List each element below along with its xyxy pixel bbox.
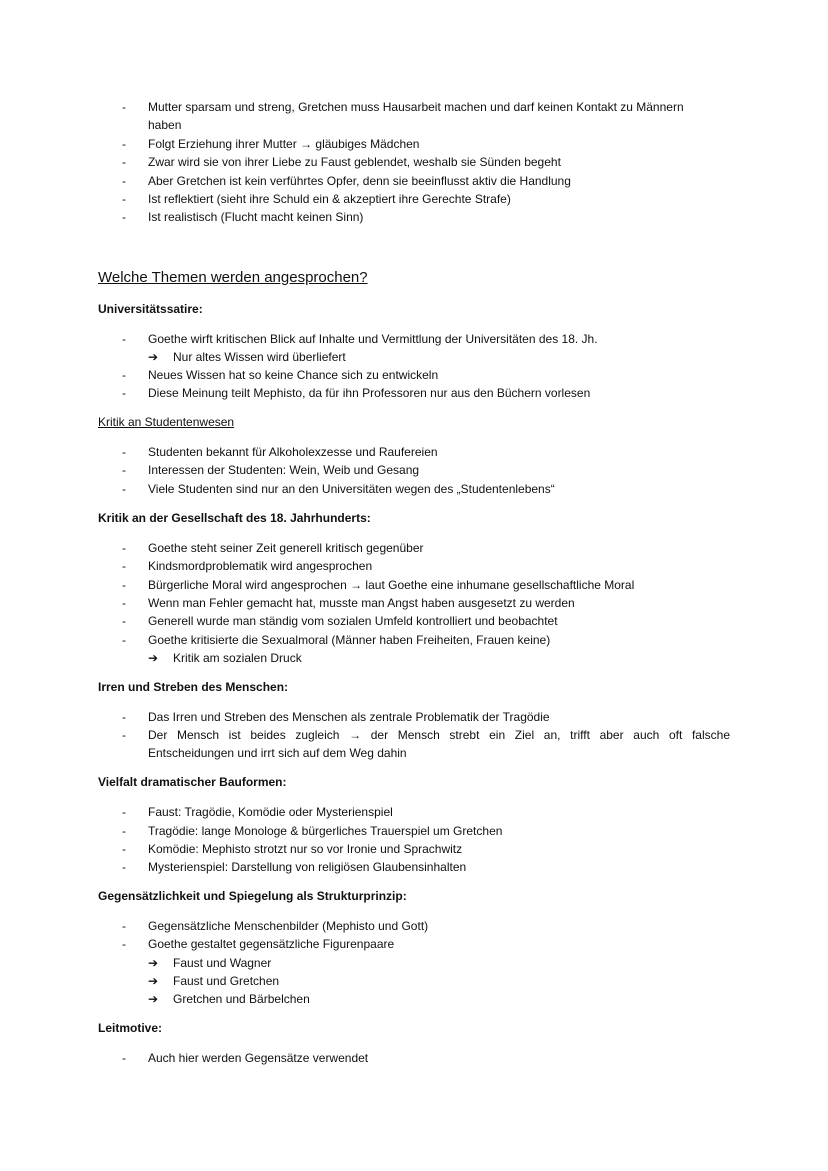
bullet-dash: - <box>122 210 126 224</box>
bullet-dash: - <box>122 100 126 114</box>
list-item-text: Neues Wissen hat so keine Chance sich zu entwickeln <box>148 368 439 382</box>
list-item-text: Bürgerliche Moral wird angesprochen → laut Goethe eine inhumane gesellschaftliche Moral <box>148 578 635 592</box>
sub-list-item-text: Gretchen und Bärbelchen <box>173 992 310 1006</box>
list-item-text: Goethe steht seiner Zeit generell kritisch gegenüber <box>148 541 424 555</box>
list-item-text: Goethe wirft kritischen Blick auf Inhalte und Vermittlung der Universitäten des 18. Jh. <box>148 332 598 346</box>
bullet-dash: - <box>122 633 126 647</box>
bullet-dash: - <box>122 578 126 592</box>
sub-list-item-text: Nur altes Wissen wird überliefert <box>173 350 346 364</box>
list-item-text: Goethe kritisierte die Sexualmoral (Männer haben Freiheiten, Frauen keine) <box>148 633 551 647</box>
main-heading: Welche Themen werden angesprochen? <box>98 269 368 286</box>
list-item-text: Komödie: Mephisto strotzt nur so vor Ironie und Sprachwitz <box>148 842 463 856</box>
list-item-text: Folgt Erziehung ihrer Mutter → gläubiges Mädchen <box>148 137 420 151</box>
section-title: Kritik an der Gesellschaft des 18. Jahrhunderts: <box>98 511 371 525</box>
list-item-text: Tragödie: lange Monologe & bürgerliches Trauerspiel um Gretchen <box>148 824 503 838</box>
arrow-icon: ➔ <box>148 350 159 364</box>
list-item-text: Kindsmordproblematik wird angesprochen <box>148 559 373 573</box>
section-title: Leitmotive: <box>98 1021 163 1035</box>
bullet-dash: - <box>122 614 126 628</box>
list-item-text: Gegensätzliche Menschenbilder (Mephisto und Gott) <box>148 919 429 933</box>
bullet-dash: - <box>122 728 126 742</box>
list-item-text: Mysterienspiel: Darstellung von religiösen Glaubensinhalten <box>148 860 467 874</box>
list-item-text: Auch hier werden Gegensätze verwendet <box>148 1051 369 1065</box>
section-title: Vielfalt dramatischer Bauformen: <box>98 775 287 789</box>
bullet-dash: - <box>122 482 126 496</box>
bullet-dash: - <box>122 559 126 573</box>
arrow-icon: ➔ <box>148 651 159 665</box>
bullet-dash: - <box>122 937 126 951</box>
list-item-text: Das Irren und Streben des Menschen als zentrale Problematik der Tragödie <box>148 710 550 724</box>
bullet-dash: - <box>122 1051 126 1065</box>
bullet-dash: - <box>122 368 126 382</box>
list-item-text: Entscheidungen und irrt sich auf dem Weg dahin <box>148 746 407 760</box>
bullet-dash: - <box>122 174 126 188</box>
list-item-text: Zwar wird sie von ihrer Liebe zu Faust geblendet, weshalb sie Sünden begeht <box>148 155 561 169</box>
bullet-dash: - <box>122 919 126 933</box>
list-item-text: haben <box>148 118 182 132</box>
bullet-dash: - <box>122 445 126 459</box>
bullet-dash: - <box>122 860 126 874</box>
list-item-text: Goethe gestaltet gegensätzliche Figurenpaare <box>148 937 395 951</box>
list-item-text: Faust: Tragödie, Komödie oder Mysterienspiel <box>148 805 393 819</box>
sub-list-item-text: Faust und Gretchen <box>173 974 280 988</box>
list-item-text: Aber Gretchen ist kein verführtes Opfer, denn sie beeinflusst aktiv die Handlung <box>148 174 571 188</box>
bullet-dash: - <box>122 155 126 169</box>
bullet-dash: - <box>122 824 126 838</box>
list-item-text: Diese Meinung teilt Mephisto, da für ihn Professoren nur aus den Büchern vorlesen <box>148 386 591 400</box>
list-item-text: Der Mensch ist beides zugleich → der Mensch strebt ein Ziel an, trifft aber auch oft falsche <box>148 728 730 742</box>
bullet-dash: - <box>122 541 126 555</box>
section-title: Irren und Streben des Menschen: <box>98 680 289 694</box>
list-item-text: Wenn man Fehler gemacht hat, musste man Angst haben ausgesetzt zu werden <box>148 596 575 610</box>
list-item-text: Studenten bekannt für Alkoholexzesse und Raufereien <box>148 445 438 459</box>
arrow-icon: ➔ <box>148 974 159 988</box>
list-item-text: Ist reflektiert (sieht ihre Schuld ein & akzeptiert ihre Gerechte Strafe) <box>148 192 511 206</box>
list-item-text: Viele Studenten sind nur an den Universitäten wegen des „Studentenlebens“ <box>148 482 555 496</box>
section-title: Universitätssatire: <box>98 302 203 316</box>
bullet-dash: - <box>122 332 126 346</box>
sub-list-item-text: Kritik am sozialen Druck <box>173 651 302 665</box>
list-item-text: Generell wurde man ständig vom sozialen Umfeld kontrolliert und beobachtet <box>148 614 558 628</box>
section-title: Kritik an Studentenwesen <box>98 415 235 429</box>
bullet-dash: - <box>122 842 126 856</box>
list-item-text: Mutter sparsam und streng, Gretchen muss Hausarbeit machen und darf keinen Kontakt zu Männern <box>148 100 684 114</box>
list-item-text: Ist realistisch (Flucht macht keinen Sinn) <box>148 210 364 224</box>
bullet-dash: - <box>122 596 126 610</box>
list-item-text: Interessen der Studenten: Wein, Weib und Gesang <box>148 463 420 477</box>
bullet-dash: - <box>122 137 126 151</box>
arrow-icon: ➔ <box>148 992 159 1006</box>
arrow-icon: ➔ <box>148 956 159 970</box>
bullet-dash: - <box>122 710 126 724</box>
sub-list-item-text: Faust und Wagner <box>173 956 272 970</box>
section-title: Gegensätzlichkeit und Spiegelung als Strukturprinzip: <box>98 889 407 903</box>
bullet-dash: - <box>122 386 126 400</box>
bullet-dash: - <box>122 463 126 477</box>
bullet-dash: - <box>122 192 126 206</box>
bullet-dash: - <box>122 805 126 819</box>
